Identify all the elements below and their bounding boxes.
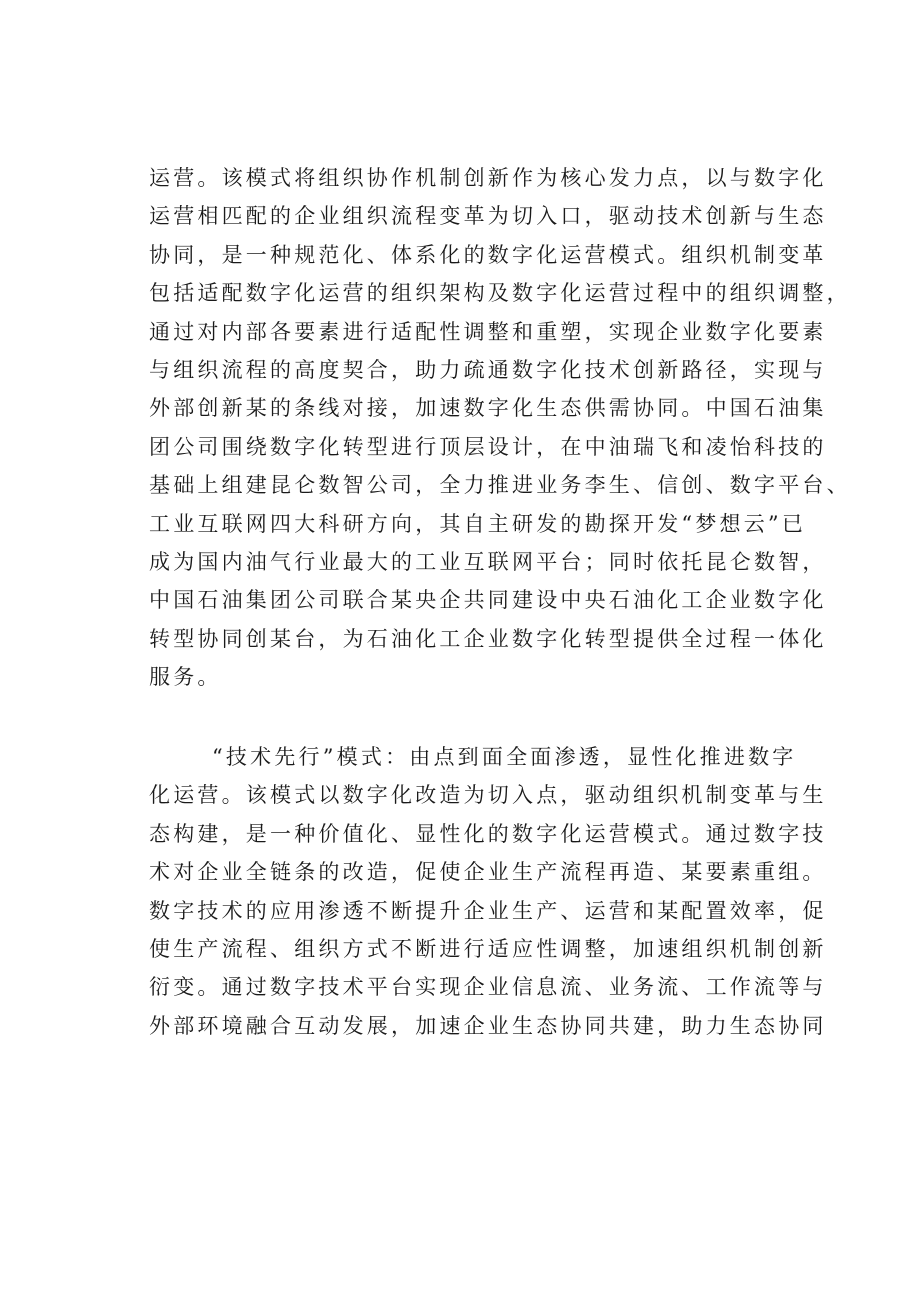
text-line: 衍变。通过数字技术平台实现企业信息流、业务流、工作流等与 bbox=[149, 975, 827, 1000]
text-line: 态构建，是一种价值化、显性化的数字化运营模式。通过数字技 bbox=[149, 821, 827, 846]
text-line: 运营相匹配的企业组织流程变革为切入口，驱动技术创新与生态 bbox=[149, 204, 827, 229]
text-line: 外部环境融合互动发展，加速企业生态协同共建，助力生态协同 bbox=[149, 1013, 827, 1038]
paragraph-organization-mode bbox=[149, 159, 851, 696]
text-line: 成为国内油气行业最大的工业互联网平台；同时依托昆仑数智， bbox=[149, 549, 827, 574]
text-line: 运营。该模式将组织协作机制创新作为核心发力点，以与数字化 bbox=[149, 166, 827, 190]
text-line: 数字技术的应用渗透不断提升企业生产、运营和某配置效率，促 bbox=[149, 898, 827, 923]
text-line: 中国石油集团公司联合某央企共同建设中央石油化工企业数字化 bbox=[149, 588, 827, 613]
text-line: 工业互联网四大科研方向，其自主研发的勘探开发“梦想云”已 bbox=[149, 511, 807, 536]
text-line: 转型协同创某台，为石油化工企业数字化转型提供全过程一体化 bbox=[149, 626, 827, 651]
text-line: 基础上组建昆仑数智公司，全力推进业务李生、信创、数字平台、 bbox=[149, 473, 851, 498]
paragraph-technology-first-mode bbox=[149, 738, 827, 1045]
text-line: 团公司围绕数字化转型进行顶层设计，在中油瑞飞和凌怡科技的 bbox=[149, 434, 827, 459]
text-line: 术对企业全链条的改造，促使企业生产流程再造、某要素重组。 bbox=[149, 860, 827, 885]
text-line-indented: “技术先行”模式：由点到面全面渗透，显性化推进数字 bbox=[212, 745, 797, 769]
text-line: 服务。 bbox=[149, 665, 222, 690]
text-line: 包括适配数字化运营的组织架构及数字化运营过程中的组织调整， bbox=[149, 281, 851, 306]
text-line: 使生产流程、组织方式不断进行适应性调整，加速组织机制创新 bbox=[149, 936, 827, 961]
text-line: 化运营。该模式以数字化改造为切入点，驱动组织机制变革与生 bbox=[149, 783, 827, 808]
text-line: 通过对内部各要素进行适配性调整和重塑，实现企业数字化要素 bbox=[149, 319, 827, 344]
text-line: 与组织流程的高度契合，助力疏通数字化技术创新路径，实现与 bbox=[149, 357, 827, 382]
text-line: 外部创新某的条线对接，加速数字化生态供需协同。中国石油集 bbox=[149, 396, 827, 421]
text-line: 协同，是一种规范化、体系化的数字化运营模式。组织机制变革 bbox=[149, 242, 827, 267]
